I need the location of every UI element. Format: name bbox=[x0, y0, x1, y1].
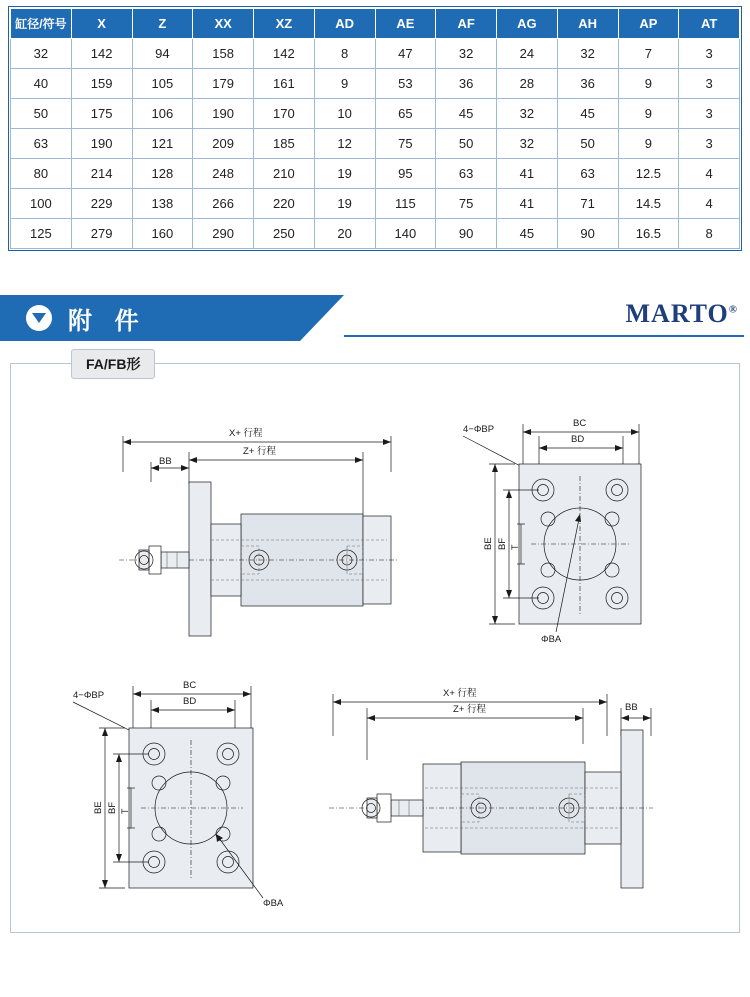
svg-text:BE: BE bbox=[483, 537, 494, 550]
table-header-row bbox=[11, 9, 740, 39]
table-header-cell: XZ bbox=[254, 9, 315, 39]
table-cell: 125 bbox=[11, 219, 72, 249]
table-cell: 20 bbox=[314, 219, 375, 249]
spec-table bbox=[10, 8, 740, 249]
table-cell: 9 bbox=[618, 129, 679, 159]
table-header-cell: AP bbox=[618, 9, 679, 39]
table-header-cell: 缸径/符号 bbox=[11, 9, 72, 39]
chevron-down-icon bbox=[26, 305, 52, 331]
table-cell: 7 bbox=[618, 39, 679, 69]
table-header-cell: XX bbox=[193, 9, 254, 39]
svg-text:4−ΦBP: 4−ΦBP bbox=[73, 690, 105, 701]
table-cell: 121 bbox=[132, 129, 193, 159]
table-cell: 32 bbox=[497, 99, 558, 129]
table-cell: 12 bbox=[314, 129, 375, 159]
table-cell: 161 bbox=[254, 69, 315, 99]
table-cell: 248 bbox=[193, 159, 254, 189]
brand-text: MARTO bbox=[625, 299, 729, 328]
table-cell: 75 bbox=[436, 189, 497, 219]
table-cell: 210 bbox=[254, 159, 315, 189]
table-cell: 279 bbox=[71, 219, 132, 249]
svg-text:BF: BF bbox=[107, 801, 118, 814]
table-cell: 185 bbox=[254, 129, 315, 159]
table-cell: 160 bbox=[132, 219, 193, 249]
svg-text:ΦBA: ΦBA bbox=[541, 634, 562, 645]
table-cell: 179 bbox=[193, 69, 254, 99]
table-cell: 32 bbox=[557, 39, 618, 69]
table-cell: 90 bbox=[557, 219, 618, 249]
svg-text:BC: BC bbox=[573, 418, 587, 429]
table-cell: 28 bbox=[497, 69, 558, 99]
table-cell: 3 bbox=[679, 69, 740, 99]
table-header-cell: AT bbox=[679, 9, 740, 39]
table-cell: 4 bbox=[679, 189, 740, 219]
table-cell: 90 bbox=[436, 219, 497, 249]
table-cell: 8 bbox=[314, 39, 375, 69]
svg-text:BB: BB bbox=[159, 456, 172, 467]
table-cell: 9 bbox=[314, 69, 375, 99]
table-cell: 14.5 bbox=[618, 189, 679, 219]
table-row bbox=[11, 69, 740, 99]
table-cell: 220 bbox=[254, 189, 315, 219]
table-cell: 32 bbox=[497, 129, 558, 159]
table-cell: 290 bbox=[193, 219, 254, 249]
table-cell: 105 bbox=[132, 69, 193, 99]
table-cell: 19 bbox=[314, 159, 375, 189]
table-row bbox=[11, 219, 740, 249]
table-cell: 209 bbox=[193, 129, 254, 159]
figure-panel bbox=[10, 356, 740, 933]
svg-text:ΦBA: ΦBA bbox=[263, 898, 284, 909]
table-cell: 115 bbox=[375, 189, 436, 219]
table-cell: 75 bbox=[375, 129, 436, 159]
table-cell: 16.5 bbox=[618, 219, 679, 249]
table-cell: 266 bbox=[193, 189, 254, 219]
table-cell: 50 bbox=[436, 129, 497, 159]
table-cell: 40 bbox=[11, 69, 72, 99]
drawing-side-view-top bbox=[119, 427, 399, 636]
svg-text:Z+ 行程: Z+ 行程 bbox=[453, 704, 486, 715]
table-cell: 10 bbox=[314, 99, 375, 129]
figure-label: FA/FB形 bbox=[71, 349, 155, 379]
table-cell: 8 bbox=[679, 219, 740, 249]
table-cell: 50 bbox=[557, 129, 618, 159]
figure-drawing bbox=[11, 364, 739, 932]
table-cell: 140 bbox=[375, 219, 436, 249]
table-cell: 138 bbox=[132, 189, 193, 219]
table-header-cell: AF bbox=[436, 9, 497, 39]
svg-text:T: T bbox=[510, 544, 520, 550]
table-cell: 142 bbox=[254, 39, 315, 69]
table-header-cell: AE bbox=[375, 9, 436, 39]
section-banner bbox=[0, 295, 750, 341]
banner-divider bbox=[344, 335, 744, 337]
table-cell: 158 bbox=[193, 39, 254, 69]
drawing-flange-face-bottom bbox=[73, 680, 284, 909]
table-cell: 9 bbox=[618, 69, 679, 99]
table-cell: 32 bbox=[436, 39, 497, 69]
table-cell: 3 bbox=[679, 99, 740, 129]
table-cell: 159 bbox=[71, 69, 132, 99]
svg-text:X+ 行程: X+ 行程 bbox=[229, 428, 263, 439]
table-cell: 63 bbox=[436, 159, 497, 189]
table-cell: 71 bbox=[557, 189, 618, 219]
table-cell: 3 bbox=[679, 39, 740, 69]
table-cell: 12.5 bbox=[618, 159, 679, 189]
table-cell: 63 bbox=[11, 129, 72, 159]
spec-table-container bbox=[8, 6, 742, 251]
table-cell: 214 bbox=[71, 159, 132, 189]
table-cell: 142 bbox=[71, 39, 132, 69]
svg-text:BB: BB bbox=[625, 702, 638, 713]
table-cell: 100 bbox=[11, 189, 72, 219]
table-cell: 250 bbox=[254, 219, 315, 249]
svg-text:4−ΦBP: 4−ΦBP bbox=[463, 424, 495, 435]
svg-text:BD: BD bbox=[183, 696, 197, 707]
table-cell: 170 bbox=[254, 99, 315, 129]
table-header-cell: AH bbox=[557, 9, 618, 39]
table-cell: 175 bbox=[71, 99, 132, 129]
table-cell: 4 bbox=[679, 159, 740, 189]
drawing-flange-face-top bbox=[463, 418, 641, 645]
svg-text:BD: BD bbox=[571, 434, 585, 445]
table-cell: 9 bbox=[618, 99, 679, 129]
table-cell: 128 bbox=[132, 159, 193, 189]
table-cell: 80 bbox=[11, 159, 72, 189]
table-cell: 95 bbox=[375, 159, 436, 189]
table-row bbox=[11, 99, 740, 129]
table-cell: 41 bbox=[497, 189, 558, 219]
svg-text:Z+ 行程: Z+ 行程 bbox=[243, 446, 276, 457]
section-title: 附 件 bbox=[68, 307, 147, 335]
table-cell: 36 bbox=[436, 69, 497, 99]
table-cell: 19 bbox=[314, 189, 375, 219]
table-row bbox=[11, 39, 740, 69]
table-cell: 24 bbox=[497, 39, 558, 69]
table-cell: 106 bbox=[132, 99, 193, 129]
svg-text:BF: BF bbox=[497, 537, 508, 550]
table-row bbox=[11, 159, 740, 189]
brand-trademark: ® bbox=[728, 303, 738, 316]
table-cell: 32 bbox=[11, 39, 72, 69]
table-cell: 45 bbox=[436, 99, 497, 129]
table-cell: 94 bbox=[132, 39, 193, 69]
table-cell: 53 bbox=[375, 69, 436, 99]
table-header-cell: AG bbox=[497, 9, 558, 39]
svg-text:T: T bbox=[120, 808, 130, 814]
table-cell: 45 bbox=[557, 99, 618, 129]
table-cell: 63 bbox=[557, 159, 618, 189]
table-cell: 45 bbox=[497, 219, 558, 249]
table-cell: 41 bbox=[497, 159, 558, 189]
brand-logo bbox=[626, 299, 739, 329]
table-row bbox=[11, 189, 740, 219]
drawing-side-view-bottom bbox=[329, 687, 653, 888]
table-header-cell: X bbox=[71, 9, 132, 39]
table-row bbox=[11, 129, 740, 159]
svg-text:BC: BC bbox=[183, 680, 197, 691]
svg-text:X+ 行程: X+ 行程 bbox=[443, 688, 477, 699]
table-cell: 50 bbox=[11, 99, 72, 129]
table-header-cell: Z bbox=[132, 9, 193, 39]
table-cell: 190 bbox=[193, 99, 254, 129]
table-cell: 229 bbox=[71, 189, 132, 219]
table-header-cell: AD bbox=[314, 9, 375, 39]
table-cell: 190 bbox=[71, 129, 132, 159]
table-cell: 65 bbox=[375, 99, 436, 129]
section-banner-blue bbox=[0, 295, 300, 341]
table-cell: 36 bbox=[557, 69, 618, 99]
table-cell: 3 bbox=[679, 129, 740, 159]
table-cell: 47 bbox=[375, 39, 436, 69]
svg-text:BE: BE bbox=[93, 801, 104, 814]
